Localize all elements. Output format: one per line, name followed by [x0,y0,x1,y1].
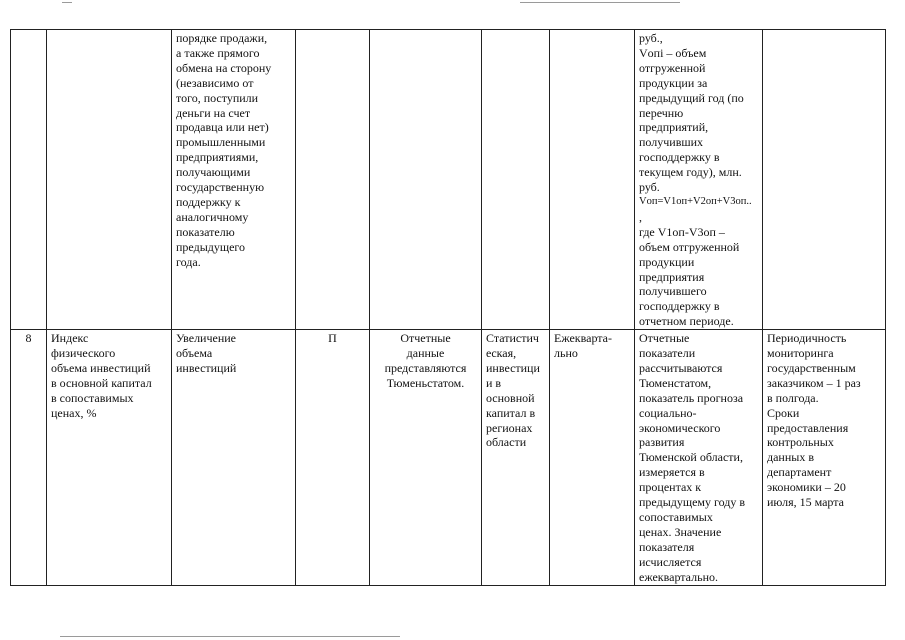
method-cell [635,330,763,585]
method-formula: Vоп=V1оп+V2оп+V3оп.. [639,195,752,207]
periodicity-cell: Ежекварта- льно [550,330,635,585]
scan-edge-bottom [60,636,400,637]
table-row [11,330,886,585]
type-cell: П [296,330,370,585]
notes-cell [763,30,886,330]
table-row [11,30,886,330]
method-text-volume-prev: Vопi – объем отгруженной продукции за предыдущий год (по перечню предприятий, получивших господдержку в текущем году), млн. руб. [639,45,744,195]
type-cell [296,30,370,330]
source-cell: Отчетные данные представляются Тюменьстатом. [370,330,482,585]
row-number-cell [11,30,47,330]
periodicity-cell [550,30,635,330]
method-text-units: руб., [639,31,663,45]
indicator-cell [47,30,172,330]
row-number-cell: 8 [11,330,47,585]
notes-cell: Периодичность мониторинга государственным заказчиком – 1 раз в полгода. Сроки предоставления контрольных данных в департамент экономики – 20 июля, 15 марта [763,330,886,585]
indicator-cell: Индекс физического объема инвестиций в основной капитал в сопоставимых ценах, % [47,330,172,585]
method-cell [635,30,763,330]
scan-edge-top-left [62,2,72,3]
description-cell: Увеличение объема инвестиций [172,330,296,585]
method-text-volume-current: , где V1оп-V3оп – объем отгруженной продукции предприятия получившего господдержку в отчетном периоде. [639,209,740,329]
method-text: Отчетные показатели рассчитываются Тюменстатом, показатель прогноза социально- экономического развития Тюменской области, измеряется в процентах к предыдущему году в сопоставимых ценах. Значение показателя исчисляется ежеквартально. [639,331,746,584]
description-cell: порядке продажи, а также прямого обмена на сторону (независимо от того, поступили деньги на счет продавца или нет) промышленными предприятиями, получающими государственную поддержку к аналогичному показателю предыдущего года. [172,30,296,330]
scan-edge-top-right [520,2,680,3]
form-cell [482,30,550,330]
source-cell [370,30,482,330]
indicators-table [10,29,886,586]
form-cell: Статистич eская, инвестици и в основной капитал в регионах области [482,330,550,585]
